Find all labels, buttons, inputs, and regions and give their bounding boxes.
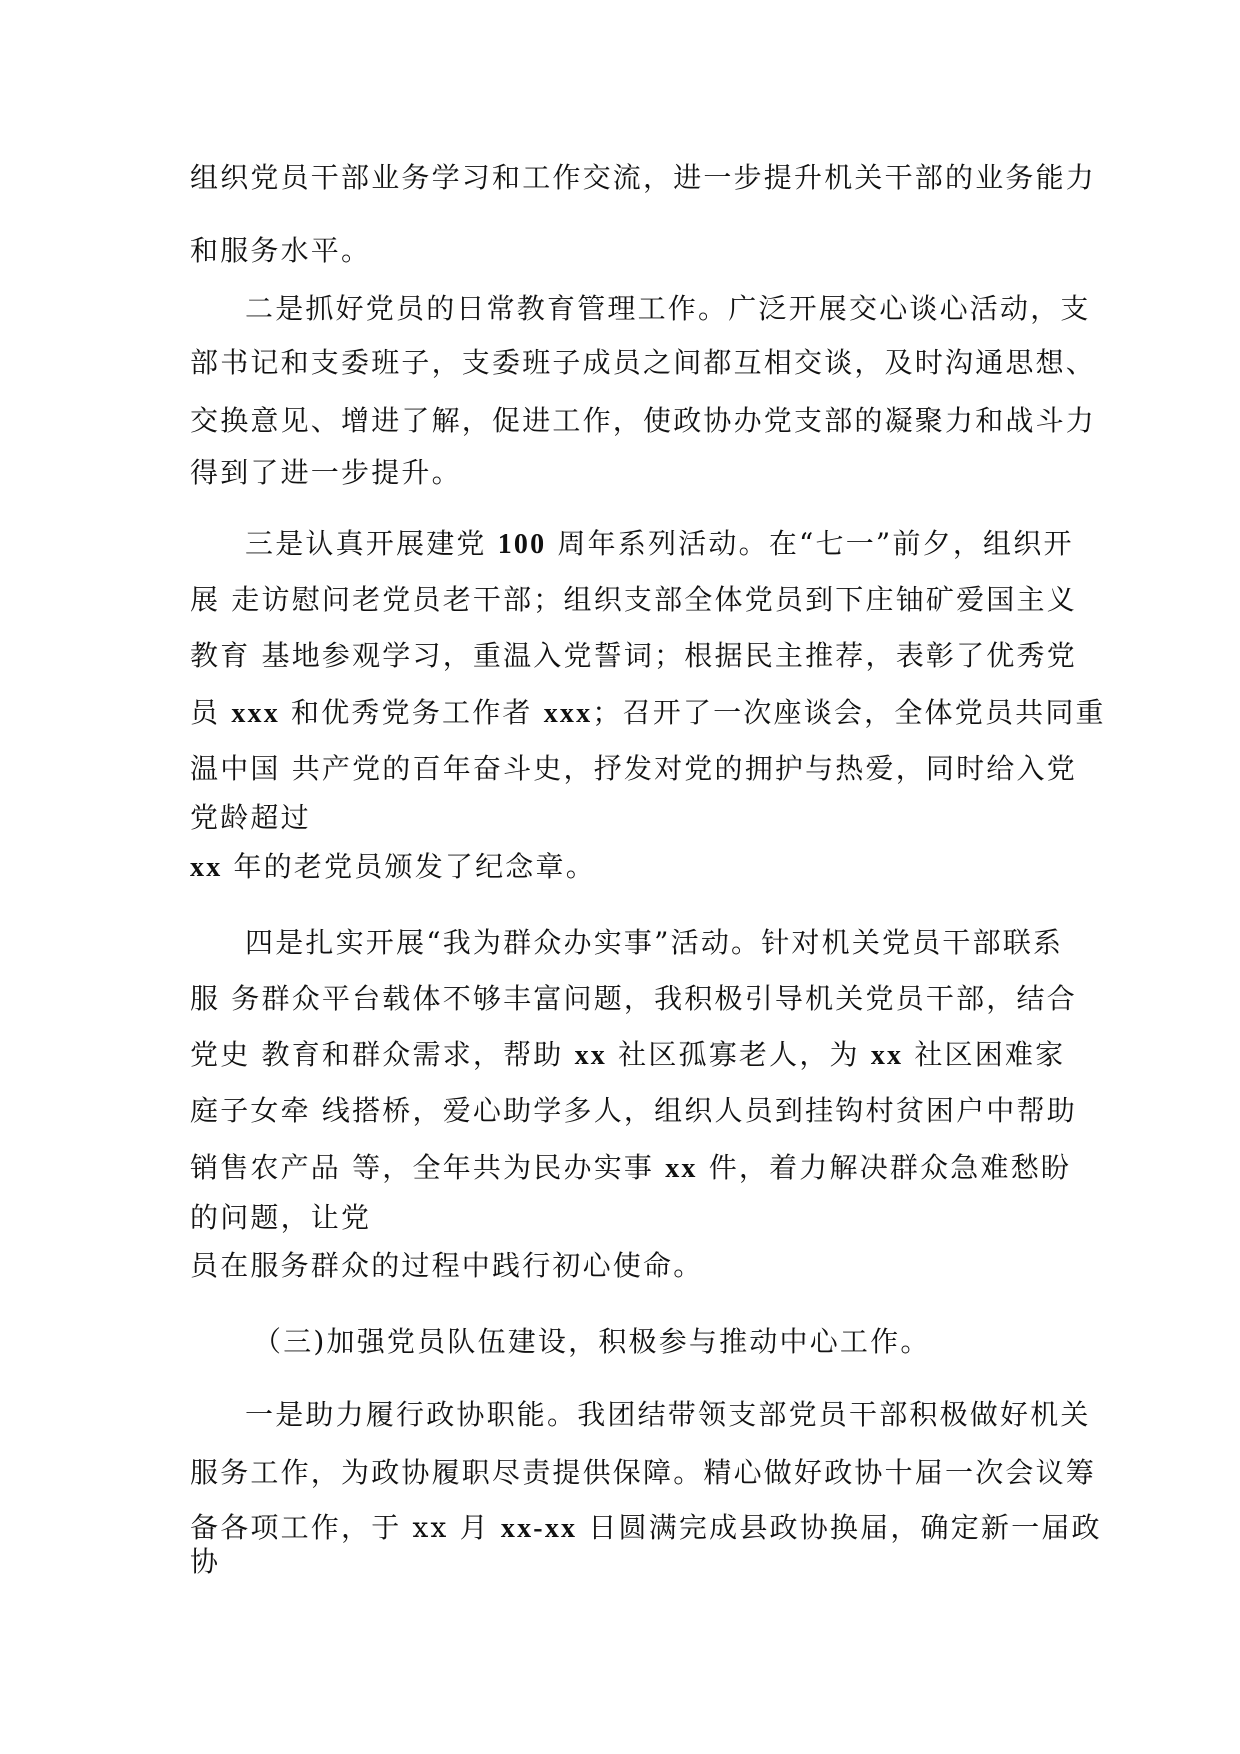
text-segment-bold: xx — [190, 852, 223, 883]
text-segment: ；召开了一次座谈会，全体党员共同重 — [592, 696, 1106, 729]
text-segment: 党史 教育和群众需求，帮助 — [190, 1038, 575, 1071]
text-segment-bold: xx — [665, 1153, 698, 1184]
text-line — [190, 693, 1106, 734]
text-line — [190, 1508, 1102, 1549]
text-line: 服 务群众平台载体不够丰富问题，我积极引导机关党员干部，结合 — [190, 982, 1077, 1015]
text-line: 服务工作，为政协履职尽责提供保障。精心做好政协十届一次会议筹 — [190, 1456, 1097, 1489]
text-segment: 周年系列活动。在“七一”前夕，组织开 — [546, 527, 1074, 560]
text-line: 组织党员干部业务学习和工作交流，进一步提升机关干部的业务能力 — [190, 161, 1097, 194]
text-line: 协 — [190, 1545, 221, 1578]
text-segment-bold: xx-xx — [500, 1513, 578, 1544]
text-line: 一是助力履行政协职能。我团结带领支部党员干部积极做好机关 — [245, 1398, 1091, 1431]
text-segment: 社区困难家 — [903, 1038, 1066, 1071]
text-line: 温中国 共产党的百年奋斗史，抒发对党的拥护与热爱，同时给入党 — [190, 752, 1077, 785]
text-line: 四是扎实开展“我为群众办实事”活动。针对机关党员干部联系 — [245, 926, 1064, 959]
text-segment: 社区孤寡老人，为 — [607, 1038, 871, 1071]
text-segment-bold: xx — [870, 1040, 904, 1071]
text-segment-bold: xxx — [543, 698, 593, 729]
text-segment: 员 — [190, 696, 232, 729]
text-line: 教育 基地参观学习，重温入党誓词；根据民主推荐，表彰了优秀党 — [190, 639, 1077, 672]
text-line: 二是抓好党员的日常教育管理工作。广泛开展交心谈心活动，支 — [245, 292, 1091, 325]
text-line: 和服务水平。 — [190, 234, 372, 267]
text-segment: 三是认真开展建党 — [245, 527, 498, 560]
text-segment-bold: 100 — [497, 529, 547, 560]
text-line: 展 走访慰问老党员老干部；组织支部全体党员到下庄铀矿爱国主义 — [190, 583, 1077, 616]
text-line — [190, 847, 596, 888]
text-segment: 年的老党员颁发了纪念章。 — [222, 850, 596, 883]
text-line: 的问题，让党 — [190, 1201, 372, 1234]
text-segment: 销售农产品 等，全年共为民办实事 — [190, 1151, 666, 1184]
text-segment: 日圆满完成县政协换届，确定新一届政 — [577, 1511, 1102, 1544]
text-line: 部书记和支委班子，支委班子成员之间都互相交谈，及时沟通思想、 — [190, 346, 1097, 379]
text-line — [190, 1148, 1071, 1189]
text-line: 得到了进一步提升。 — [190, 456, 462, 489]
text-line — [245, 524, 1074, 565]
text-line: 党龄超过 — [190, 801, 311, 834]
text-line: 庭子女牵 线搭桥，爱心助学多人，组织人员到挂钩村贫困户中帮助 — [190, 1094, 1077, 1127]
text-line — [190, 1035, 1065, 1076]
text-segment: 和优秀党务工作者 — [279, 696, 544, 729]
text-segment: 件，着力解决群众急难愁盼 — [697, 1151, 1072, 1184]
text-segment: 备各项工作，于 xx 月 — [190, 1511, 501, 1544]
section-heading: （三)加强党员队伍建设，积极参与推动中心工作。 — [253, 1325, 931, 1358]
text-line: 交换意见、增进了解，促进工作，使政协办党支部的凝聚力和战斗力 — [190, 404, 1097, 437]
text-segment-bold: xx — [574, 1040, 608, 1071]
text-line: 员在服务群众的过程中践行初心使命。 — [190, 1249, 704, 1282]
text-segment-bold: xxx — [231, 698, 280, 729]
